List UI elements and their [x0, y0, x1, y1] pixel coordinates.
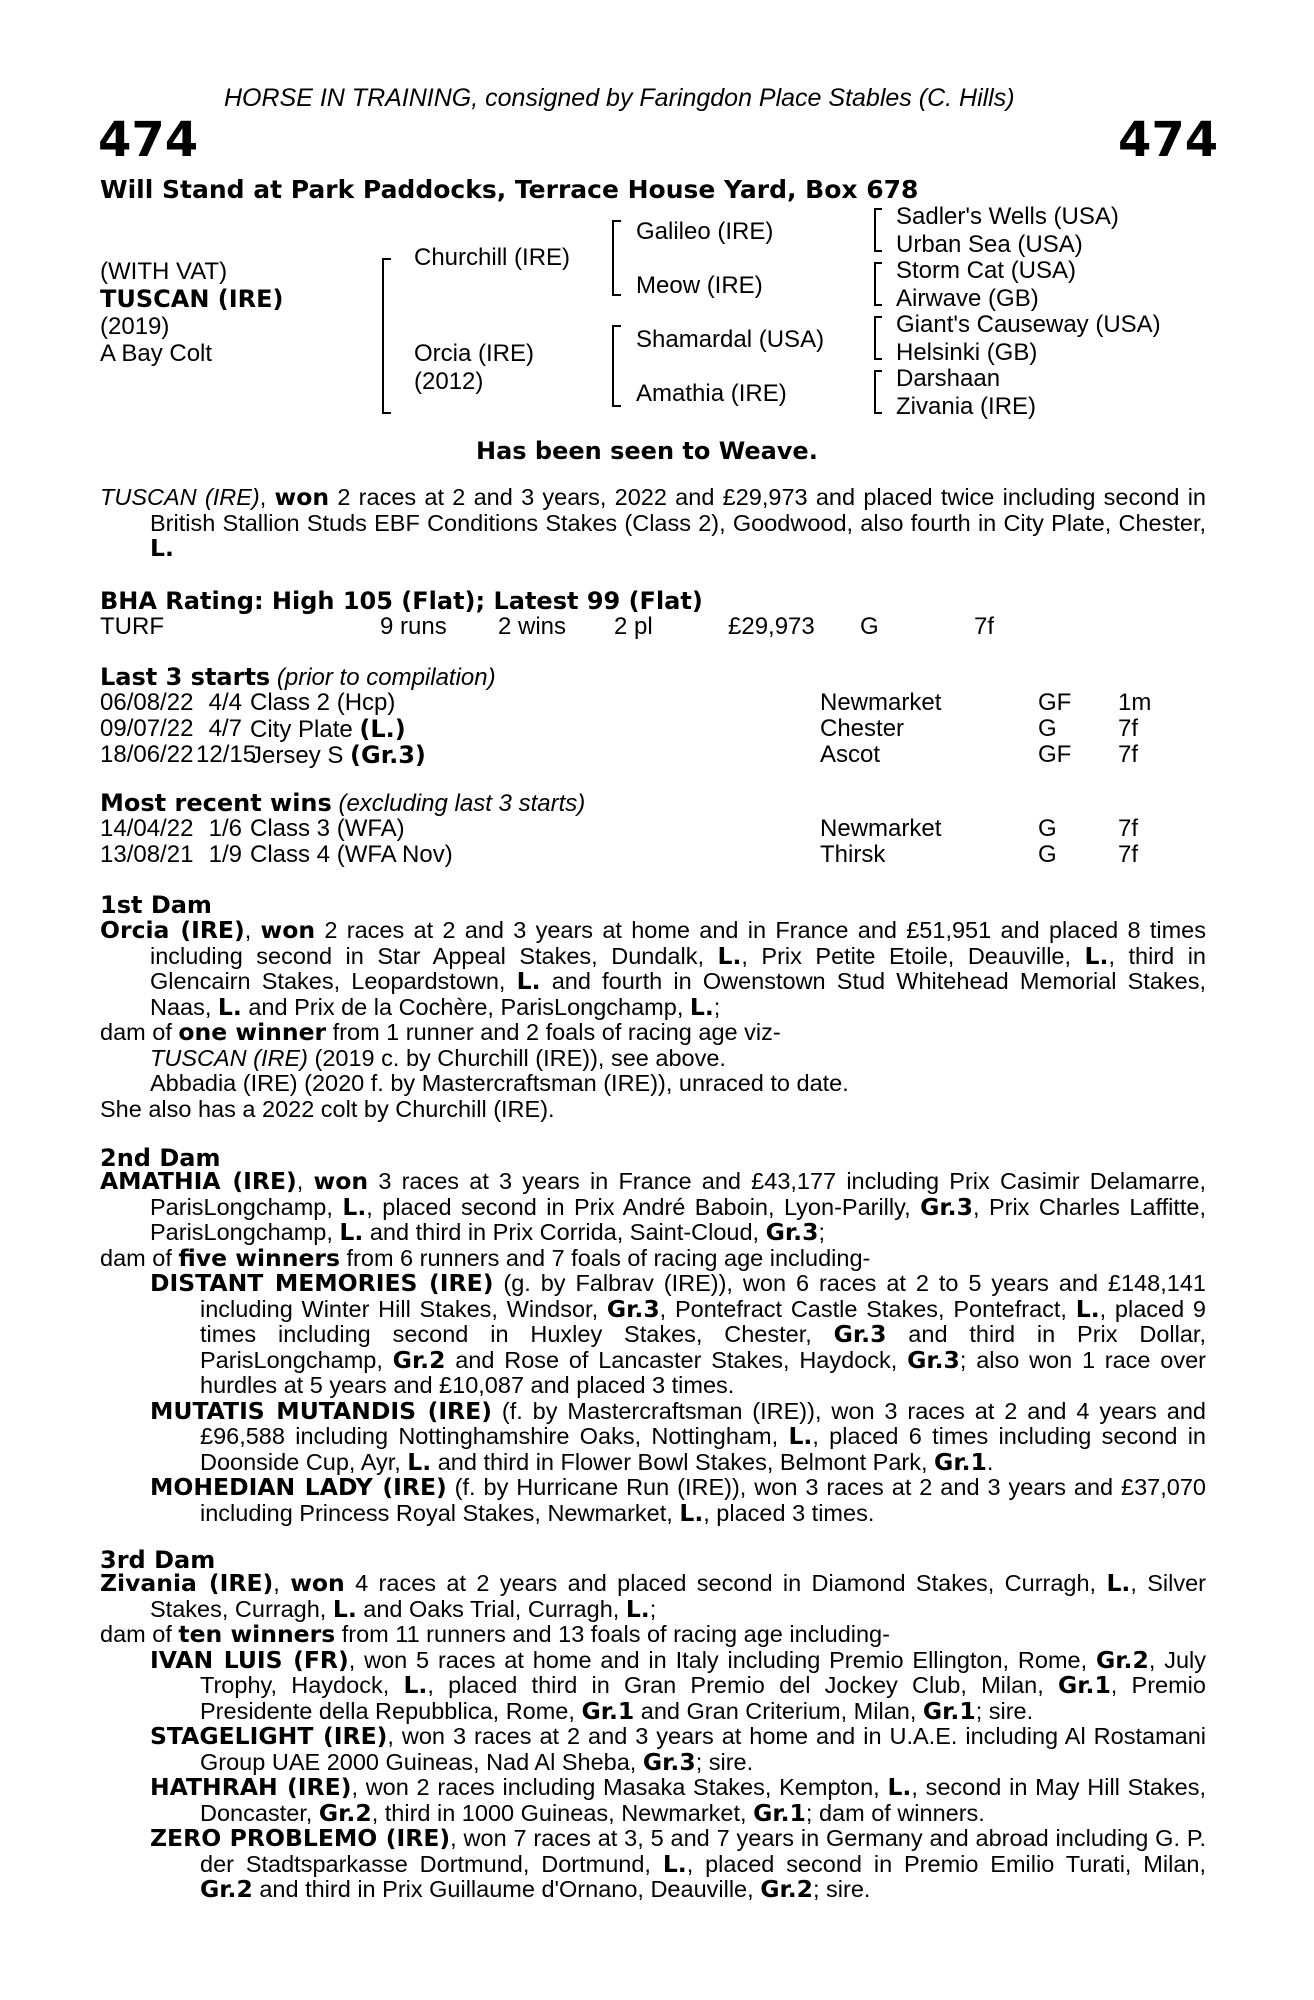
text-run: Gr.2	[200, 1875, 253, 1903]
ancestor-2: Urban Sea (USA)	[896, 231, 1083, 258]
text-run: , second in May Hill Stakes, Doncaster,	[200, 1774, 1206, 1826]
last3-grade: (Gr.3)	[350, 741, 426, 769]
text-run: L.	[516, 967, 541, 995]
pedigree-brace-3c	[874, 316, 882, 360]
win-date: 14/04/22	[100, 815, 194, 842]
text-run: ;	[649, 1595, 657, 1622]
text-run: (2019 c. by Churchill (IRE)), see above.	[307, 1044, 726, 1071]
win-going: G	[1038, 841, 1057, 868]
ancestor-4: Airwave (GB)	[896, 285, 1039, 312]
win-race: Class 3 (WFA)	[250, 815, 405, 842]
text-run: and third in Flower Bowl Stakes, Belmont Park,	[431, 1448, 935, 1475]
last3-venue: Ascot	[820, 741, 881, 768]
text-run: , Prix Petite Etoile, Deauville,	[741, 942, 1085, 969]
text-run: and fourth in Owenstown Stud Whitehead Memorial Stakes, Naas,	[150, 968, 1206, 1020]
last3-date: 06/08/22	[100, 689, 194, 716]
last3-grade: (L.)	[359, 715, 406, 743]
last3-position: 12/15	[196, 741, 257, 768]
text-run: MOHEDIAN LADY (IRE)	[150, 1473, 447, 1501]
text-run: ; sire.	[975, 1697, 1034, 1724]
text-run: ; sire.	[695, 1748, 754, 1775]
consignment-line: HORSE IN TRAINING, consigned by Faringdon Place Stables (C. Hills)	[224, 84, 1015, 112]
dam1-heading: 1st Dam	[100, 891, 212, 919]
dam2-section	[100, 1169, 1206, 1526]
text-run: dam of	[100, 1019, 179, 1045]
text-run: ,	[244, 917, 261, 943]
text-run: and third in Prix Dollar, ParisLongchamp,	[200, 1321, 1206, 1373]
text-run: Gr.3	[833, 1320, 887, 1348]
text-run: ; also won 1 race over hurdles at 5 years and £10,087 and placed 3 times.	[200, 1346, 1206, 1398]
last3-distance: 7f	[1118, 741, 1139, 768]
text-run: (f. by Mastercraftsman (IRE)), won 3 races at 2 and 4 years and £96,588 including Nottinghamshire Oaks, Nottingham,	[200, 1397, 1206, 1449]
vice-note: Has been seen to Weave.	[476, 437, 818, 465]
lot-number-left: 474	[98, 112, 199, 168]
text-run: Gr.2	[392, 1345, 446, 1374]
dam: Orcia (IRE)	[414, 340, 534, 367]
dam2-produce-intro	[100, 1243, 1206, 1272]
last3-venue: Newmarket	[820, 689, 942, 716]
text-run: and third in Prix Corrida, Saint-Cloud,	[363, 1219, 766, 1245]
text-run: from 11 runners and 13 foals of racing age including-	[335, 1621, 890, 1647]
dam-year: (2012)	[414, 368, 484, 395]
text-run: , July Trophy, Haydock,	[200, 1646, 1206, 1698]
text-run: from 1 runner and 2 foals of racing age viz-	[326, 1019, 781, 1045]
win-distance: 7f	[1118, 815, 1139, 842]
last3-going: G	[1038, 715, 1057, 742]
horse-description: A Bay Colt	[100, 340, 213, 367]
dam3-produce-4	[100, 1826, 1206, 1903]
pedigree-brace-3a	[874, 208, 882, 252]
ancestor-8: Zivania (IRE)	[896, 393, 1037, 420]
ancestor-6: Helsinki (GB)	[896, 339, 1038, 366]
lot-number-right: 474	[1118, 112, 1219, 168]
text-run: ;	[713, 993, 721, 1020]
text-run: , placed third in Gran Premio del Jockey Club, Milan,	[427, 1672, 1058, 1698]
turf-wins: 2 wins	[498, 613, 567, 640]
text-run: L.	[1084, 941, 1109, 970]
win-row	[100, 815, 1210, 841]
text-run: , won 5 races at home and in Italy including Premio Ellington, Rome,	[348, 1646, 1096, 1673]
text-run: Gr.1	[934, 1447, 987, 1476]
win-position: 1/9	[208, 841, 242, 868]
dam1-produce-1	[100, 1046, 1206, 1072]
text-run: from 6 runners and 7 foals of racing age including-	[339, 1244, 871, 1271]
text-run: (f. by Hurricane Run (IRE)), won 3 races at 2 and 3 years and £37,070 including Princess Royal Stakes, Newmarket,	[200, 1474, 1206, 1526]
horse-year: (2019)	[100, 313, 170, 340]
turf-going: G	[860, 613, 879, 640]
summary-won: won	[274, 483, 330, 511]
text-run: , Pontefract Castle Stakes, Pontefract,	[659, 1295, 1076, 1322]
ancestor-3: Storm Cat (USA)	[896, 257, 1077, 284]
bha-rating: BHA Rating: High 105 (Flat); Latest 99 (Flat)	[100, 587, 703, 615]
dam1-produce-intro	[100, 1020, 1206, 1046]
text-run: Gr.2	[760, 1875, 813, 1903]
ancestor-7: Darshaan	[896, 365, 1001, 392]
pedigree-brace-3d	[874, 370, 882, 414]
win-going: G	[1038, 815, 1057, 842]
win-venue: Newmarket	[820, 815, 942, 842]
text-run: ; sire.	[813, 1876, 871, 1902]
text-run: and Rose of Lancaster Stakes, Haydock,	[445, 1346, 908, 1373]
text-run: Gr.3	[765, 1218, 819, 1246]
dam1-record	[100, 918, 1206, 1020]
text-run: Gr.2	[318, 1798, 372, 1827]
text-run: L.	[662, 1849, 687, 1878]
text-run: , third in Glencairn Stakes, Leopardstown,	[150, 942, 1206, 994]
text-run: Gr.1	[753, 1798, 806, 1827]
turf-earnings: £29,973	[728, 613, 815, 640]
text-run: and Gran Criterium, Milan,	[634, 1697, 923, 1724]
text-run: L.	[1106, 1569, 1131, 1597]
text-run: STAGELIGHT (IRE)	[150, 1722, 388, 1750]
text-run: Gr.3	[907, 1345, 960, 1374]
last3-race: Class 2 (Hcp)	[250, 689, 396, 716]
win-position: 1/6	[208, 815, 242, 842]
text-run: won	[290, 1569, 345, 1597]
pedigree-brace-2a	[612, 220, 621, 296]
dam2-produce-1	[100, 1271, 1206, 1399]
dam2-record	[100, 1169, 1206, 1246]
dam3-record	[100, 1571, 1206, 1622]
text-run: L.	[1075, 1294, 1100, 1323]
text-run: won	[313, 1167, 369, 1195]
dam1-note	[100, 1097, 1206, 1123]
win-venue: Thirsk	[820, 841, 886, 868]
last3-distance: 1m	[1118, 689, 1152, 716]
text-run: Gr.3	[920, 1192, 973, 1221]
last3-position: 4/7	[208, 715, 242, 742]
text-run: Abbadia (IRE) (2020 f. by Mastercraftsman (IRE)), unraced to date.	[150, 1070, 849, 1096]
ancestor-5: Giant's Causeway (USA)	[896, 311, 1161, 338]
sire-sire: Galileo (IRE)	[636, 218, 774, 245]
text-run: L.	[339, 1218, 364, 1246]
win-date: 13/08/21	[100, 841, 194, 868]
text-run: Gr.1	[1057, 1671, 1111, 1699]
summary-text: 2 races at 2 and 3 years, 2022 and £29,973 and placed twice including second in British Stallion Studs EBF Conditions Stakes (Class 2), Goodwood, also fourth in City Plate, Chester,	[150, 484, 1206, 536]
dam2-heading: 2nd Dam	[100, 1144, 221, 1172]
text-run: , Premio Presidente della Repubblica, Rome,	[200, 1672, 1206, 1724]
text-run: Gr.1	[922, 1696, 976, 1725]
win-race: Class 4 (WFA Nov)	[250, 841, 453, 868]
text-run: Gr.3	[606, 1294, 660, 1323]
last3-row	[100, 689, 1210, 715]
dam3-produce-3	[100, 1775, 1206, 1826]
text-run: L.	[403, 1671, 428, 1699]
text-run: dam of	[100, 1244, 179, 1271]
text-run: 4 races at 2 years and placed second in Diamond Stakes, Curragh,	[344, 1570, 1107, 1596]
last3-venue: Chester	[820, 715, 905, 742]
dam1-section	[100, 918, 1206, 1122]
text-run: , placed 9 times including second in Huxley Stakes, Chester,	[200, 1295, 1206, 1347]
text-run: L.	[717, 941, 742, 970]
text-run: , Silver Stakes, Curragh,	[150, 1570, 1207, 1622]
text-run: , placed 6 times including second in Doonside Cup, Ayr,	[200, 1423, 1207, 1475]
summary-listed: L.	[150, 534, 174, 562]
sire-dam: Meow (IRE)	[636, 272, 763, 299]
pedigree-brace-2b	[612, 325, 621, 407]
win-distance: 7f	[1118, 841, 1139, 868]
last3-row	[100, 741, 1210, 767]
text-run: Zivania (IRE)	[100, 1569, 274, 1597]
text-run: L.	[342, 1192, 367, 1221]
text-run: Gr.3	[642, 1747, 696, 1776]
text-run: Gr.1	[581, 1696, 635, 1725]
horse-name: TUSCAN (IRE)	[100, 285, 284, 313]
text-run: L.	[887, 1773, 912, 1801]
text-run: L.	[788, 1422, 813, 1450]
text-run: L.	[625, 1594, 650, 1623]
text-run: Gr.2	[1096, 1645, 1149, 1674]
dam2-produce-2	[100, 1396, 1207, 1476]
last3-distance: 7f	[1118, 715, 1139, 742]
text-run: five winners	[178, 1243, 340, 1272]
text-run: , won 7 races at 3, 5 and 7 years in Germany and abroad including G. P. der Stadtsparkasse Dortmund, Dortmund,	[200, 1825, 1206, 1877]
text-run: L.	[332, 1594, 357, 1623]
text-run: 2 races at 2 and 3 years at home and in France and £51,951 and placed 8 times including second in Star Appeal Stakes, Dundalk,	[150, 917, 1206, 969]
dam1-produce-2	[100, 1071, 1206, 1097]
text-run: and third in Prix Guillaume d'Ornano, Deauville,	[252, 1876, 761, 1902]
dam3-section	[100, 1571, 1206, 1903]
summary-horse-name: TUSCAN (IRE)	[100, 484, 260, 510]
dam-dam: Amathia (IRE)	[636, 380, 787, 407]
stand-location: Will Stand at Park Paddocks, Terrace House Yard, Box 678	[100, 175, 919, 204]
text-run: ZERO PROBLEMO (IRE)	[150, 1824, 451, 1852]
text-run: L.	[679, 1498, 704, 1527]
last3-position: 4/4	[208, 689, 242, 716]
text-run: L.	[217, 992, 242, 1021]
turf-label: TURF	[100, 613, 164, 640]
dam2-produce-3	[100, 1475, 1206, 1526]
last3-race: City Plate (L.)	[250, 715, 406, 743]
dam3-heading: 3rd Dam	[100, 1546, 216, 1574]
dam-sire: Shamardal (USA)	[636, 326, 825, 353]
text-run: She also has a 2022 colt by Churchill (IRE).	[100, 1095, 555, 1122]
last3-date: 18/06/22	[100, 741, 194, 768]
text-run: and Prix de la Cochère, ParisLongchamp,	[241, 993, 690, 1020]
text-run: dam of	[100, 1621, 179, 1647]
pedigree-brace-1	[382, 258, 391, 414]
last3-going: GF	[1038, 741, 1072, 768]
last3-row	[100, 715, 1210, 741]
win-row	[100, 841, 1210, 867]
text-run: AMATHIA (IRE)	[100, 1167, 297, 1195]
last3-heading: Last 3 starts (prior to compilation)	[100, 663, 496, 691]
text-run: won	[260, 916, 316, 944]
text-run: , placed 3 times.	[703, 1499, 875, 1526]
text-run: 3 races at 3 years in France and £43,177 including Prix Casimir Delamarre, ParisLongchamp,	[150, 1168, 1207, 1220]
text-run: Orcia (IRE)	[100, 916, 245, 944]
text-run: L.	[689, 992, 714, 1021]
text-run: (g. by Falbrav (IRE)), won 6 races at 2 to 5 years and £148,141 including Winter Hill Stakes, Windsor,	[200, 1270, 1206, 1322]
dam3-produce-2	[100, 1724, 1206, 1775]
text-run: ,	[296, 1168, 314, 1194]
dam3-produce-1	[100, 1645, 1206, 1725]
last3-going: GF	[1038, 689, 1072, 716]
pedigree-brace-3b	[874, 262, 882, 306]
text-run: and Oaks Trial, Curragh,	[356, 1595, 626, 1622]
text-run: .	[986, 1448, 994, 1475]
dam3-produce-intro	[100, 1622, 1206, 1648]
racing-summary: TUSCAN (IRE), won 2 races at 2 and 3 years, 2022 and £29,973 and placed twice including second in British Stallion Studs EBF Conditions Stakes (Class 2), Goodwood, also fourth in City Plate, Chester, L.	[100, 483, 1206, 562]
turf-placed: 2 pl	[614, 613, 653, 640]
recent-wins-heading: Most recent wins (excluding last 3 starts)	[100, 789, 586, 817]
ancestor-1: Sadler's Wells (USA)	[896, 203, 1119, 230]
text-run: , won 3 races at 2 and 3 years at home and in U.A.E. including Al Rostamani Group UAE 2000 Guineas, Nad Al Sheba,	[200, 1723, 1207, 1775]
text-run: , third in 1000 Guineas, Newmarket,	[371, 1799, 754, 1826]
turf-distance: 7f	[974, 613, 995, 640]
turf-record	[100, 613, 1210, 639]
text-run: , placed second in Premio Emilio Turati, Milan,	[686, 1850, 1206, 1877]
text-run: IVAN LUIS (FR)	[150, 1645, 349, 1674]
text-run: TUSCAN (IRE)	[150, 1044, 308, 1071]
sire: Churchill (IRE)	[414, 244, 571, 271]
text-run: HATHRAH (IRE)	[150, 1773, 352, 1801]
vat-note: (WITH VAT)	[100, 258, 228, 285]
turf-runs: 9 runs	[380, 613, 447, 640]
last3-date: 09/07/22	[100, 715, 194, 742]
text-run: , won 2 races including Masaka Stakes, Kempton,	[351, 1774, 888, 1800]
text-run: MUTATIS MUTANDIS (IRE)	[150, 1396, 492, 1425]
text-run: ten winners	[178, 1620, 336, 1648]
text-run: , Prix Charles Laffitte, ParisLongchamp,	[150, 1193, 1206, 1245]
text-run: ; dam of winners.	[805, 1799, 985, 1826]
text-run: one winner	[178, 1018, 327, 1046]
text-run: DISTANT MEMORIES (IRE)	[150, 1269, 494, 1297]
text-run: , placed second in Prix André Baboin, Lyon-Parilly,	[366, 1193, 921, 1220]
text-run: ;	[818, 1219, 825, 1245]
text-run: ,	[273, 1570, 291, 1596]
last3-race: Jersey S (Gr.3)	[250, 741, 426, 769]
text-run: L.	[407, 1447, 432, 1476]
